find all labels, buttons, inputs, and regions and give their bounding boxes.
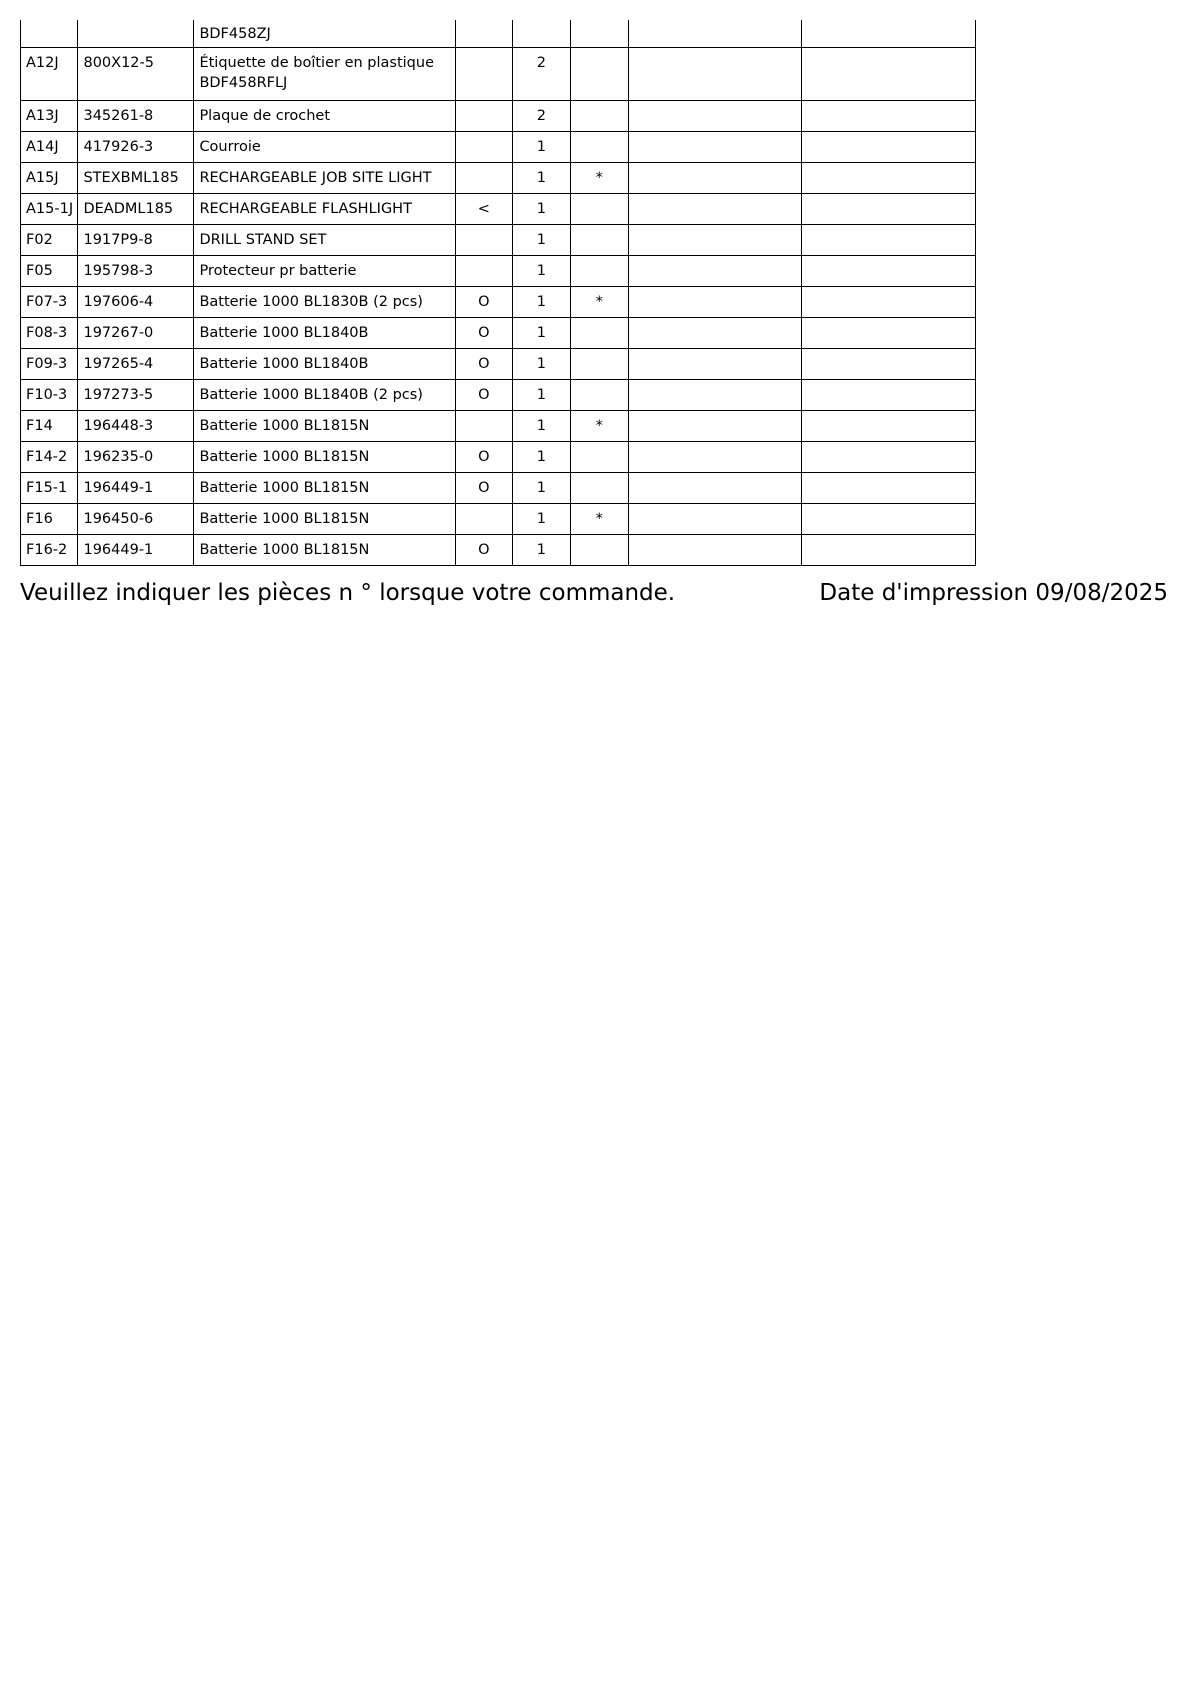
cell-part-number (78, 20, 194, 47)
cell-marker (455, 47, 512, 100)
cell-part-number: 1917P9-8 (78, 224, 194, 255)
cell-part-number: 196449-1 (78, 534, 194, 565)
cell-description: Protecteur pr batterie (194, 255, 455, 286)
cell-blank (802, 441, 976, 472)
cell-blank (629, 47, 802, 100)
cell-description: Étiquette de boîtier en plastique BDF458RFLJ (194, 47, 455, 100)
cell-blank (629, 286, 802, 317)
table-row (21, 47, 976, 100)
cell-marker (455, 20, 512, 47)
cell-blank (629, 193, 802, 224)
cell-marker (455, 410, 512, 441)
cell-blank (802, 47, 976, 100)
cell-blank (629, 503, 802, 534)
table-row (21, 255, 976, 286)
cell-blank (629, 255, 802, 286)
cell-blank (629, 534, 802, 565)
table-row (21, 224, 976, 255)
table-row (21, 441, 976, 472)
cell-quantity: 1 (513, 441, 570, 472)
table-row (21, 379, 976, 410)
cell-blank (802, 255, 976, 286)
cell-description: RECHARGEABLE JOB SITE LIGHT (194, 162, 455, 193)
cell-blank (802, 317, 976, 348)
cell-part-number: 196449-1 (78, 472, 194, 503)
table-row (21, 317, 976, 348)
cell-blank (629, 317, 802, 348)
cell-reference (21, 20, 78, 47)
cell-blank (629, 348, 802, 379)
cell-blank (802, 534, 976, 565)
cell-marker (455, 162, 512, 193)
cell-part-number: 195798-3 (78, 255, 194, 286)
cell-reference: A12J (21, 47, 78, 100)
cell-blank (629, 441, 802, 472)
cell-blank (802, 131, 976, 162)
cell-marker (455, 255, 512, 286)
cell-part-number: 196235-0 (78, 441, 194, 472)
cell-asterisk (570, 379, 628, 410)
cell-blank (629, 224, 802, 255)
cell-quantity: 1 (513, 534, 570, 565)
cell-asterisk: * (570, 410, 628, 441)
cell-marker (455, 131, 512, 162)
cell-asterisk (570, 255, 628, 286)
cell-asterisk (570, 100, 628, 131)
cell-marker: < (455, 193, 512, 224)
table-row (21, 131, 976, 162)
cell-reference: F10-3 (21, 379, 78, 410)
cell-description: Batterie 1000 BL1815N (194, 441, 455, 472)
cell-description: Batterie 1000 BL1815N (194, 410, 455, 441)
cell-part-number: 417926-3 (78, 131, 194, 162)
cell-blank (629, 472, 802, 503)
cell-blank (802, 100, 976, 131)
cell-blank (629, 131, 802, 162)
cell-asterisk (570, 317, 628, 348)
cell-quantity: 1 (513, 131, 570, 162)
table-row (21, 286, 976, 317)
cell-reference: A13J (21, 100, 78, 131)
cell-description: Plaque de crochet (194, 100, 455, 131)
cell-description: Batterie 1000 BL1840B (2 pcs) (194, 379, 455, 410)
cell-part-number: 196450-6 (78, 503, 194, 534)
cell-reference: F15-1 (21, 472, 78, 503)
cell-blank (629, 162, 802, 193)
cell-part-number: 197273-5 (78, 379, 194, 410)
cell-blank (802, 286, 976, 317)
cell-asterisk (570, 472, 628, 503)
cell-reference: A15J (21, 162, 78, 193)
cell-asterisk (570, 224, 628, 255)
cell-quantity: 1 (513, 472, 570, 503)
table-row (21, 100, 976, 131)
cell-marker (455, 503, 512, 534)
cell-blank (802, 162, 976, 193)
cell-blank (802, 348, 976, 379)
table-row (21, 534, 976, 565)
cell-reference: F07-3 (21, 286, 78, 317)
cell-description: RECHARGEABLE FLASHLIGHT (194, 193, 455, 224)
cell-reference: F14 (21, 410, 78, 441)
cell-marker: O (455, 348, 512, 379)
cell-marker: O (455, 441, 512, 472)
cell-reference: F16-2 (21, 534, 78, 565)
table-row (21, 410, 976, 441)
parts-table-body (21, 20, 976, 565)
cell-quantity: 1 (513, 410, 570, 441)
cell-description: BDF458ZJ (194, 20, 455, 47)
cell-quantity: 1 (513, 503, 570, 534)
cell-blank (802, 379, 976, 410)
cell-quantity: 1 (513, 162, 570, 193)
cell-blank (802, 193, 976, 224)
cell-quantity: 1 (513, 255, 570, 286)
cell-blank (802, 503, 976, 534)
cell-asterisk (570, 20, 628, 47)
cell-asterisk: * (570, 162, 628, 193)
cell-marker: O (455, 534, 512, 565)
cell-quantity: 1 (513, 379, 570, 410)
table-row (21, 193, 976, 224)
cell-reference: F09-3 (21, 348, 78, 379)
cell-marker: O (455, 286, 512, 317)
cell-part-number: 197265-4 (78, 348, 194, 379)
cell-part-number: 197267-0 (78, 317, 194, 348)
cell-asterisk (570, 534, 628, 565)
cell-description: Batterie 1000 BL1840B (194, 348, 455, 379)
cell-asterisk: * (570, 286, 628, 317)
parts-table (20, 20, 976, 566)
cell-quantity: 1 (513, 348, 570, 379)
order-instruction-note: Veuillez indiquer les pièces n ° lorsque votre commande. (20, 580, 676, 606)
cell-marker (455, 100, 512, 131)
cell-reference: F16 (21, 503, 78, 534)
cell-asterisk (570, 47, 628, 100)
cell-reference: F08-3 (21, 317, 78, 348)
cell-reference: F02 (21, 224, 78, 255)
table-row (21, 472, 976, 503)
cell-asterisk: * (570, 503, 628, 534)
cell-blank (802, 224, 976, 255)
cell-quantity: 1 (513, 286, 570, 317)
table-row (21, 503, 976, 534)
cell-blank (629, 20, 802, 47)
cell-blank (629, 410, 802, 441)
cell-quantity: 1 (513, 193, 570, 224)
cell-marker: O (455, 317, 512, 348)
cell-description: Courroie (194, 131, 455, 162)
cell-blank (629, 100, 802, 131)
cell-quantity: 1 (513, 224, 570, 255)
cell-part-number: STEXBML185 (78, 162, 194, 193)
table-row (21, 162, 976, 193)
cell-part-number: DEADML185 (78, 193, 194, 224)
cell-quantity (513, 20, 570, 47)
cell-marker: O (455, 379, 512, 410)
cell-marker: O (455, 472, 512, 503)
cell-asterisk (570, 348, 628, 379)
cell-description: Batterie 1000 BL1815N (194, 503, 455, 534)
cell-reference: F05 (21, 255, 78, 286)
cell-description: Batterie 1000 BL1830B (2 pcs) (194, 286, 455, 317)
print-date: Date d'impression 09/08/2025 (819, 580, 1168, 606)
cell-asterisk (570, 441, 628, 472)
cell-part-number: 196448-3 (78, 410, 194, 441)
cell-description: Batterie 1000 BL1815N (194, 472, 455, 503)
cell-asterisk (570, 131, 628, 162)
cell-reference: F14-2 (21, 441, 78, 472)
cell-description: Batterie 1000 BL1815N (194, 534, 455, 565)
cell-blank (802, 472, 976, 503)
cell-reference: A15-1J (21, 193, 78, 224)
cell-blank (802, 410, 976, 441)
cell-description: DRILL STAND SET (194, 224, 455, 255)
cell-reference: A14J (21, 131, 78, 162)
cell-blank (629, 379, 802, 410)
cell-description: Batterie 1000 BL1840B (194, 317, 455, 348)
cell-quantity: 1 (513, 317, 570, 348)
cell-marker (455, 224, 512, 255)
cell-asterisk (570, 193, 628, 224)
cell-part-number: 345261-8 (78, 100, 194, 131)
cell-part-number: 800X12-5 (78, 47, 194, 100)
cell-blank (802, 20, 976, 47)
table-row (21, 348, 976, 379)
table-row (21, 20, 976, 47)
cell-part-number: 197606-4 (78, 286, 194, 317)
cell-quantity: 2 (513, 47, 570, 100)
cell-quantity: 2 (513, 100, 570, 131)
